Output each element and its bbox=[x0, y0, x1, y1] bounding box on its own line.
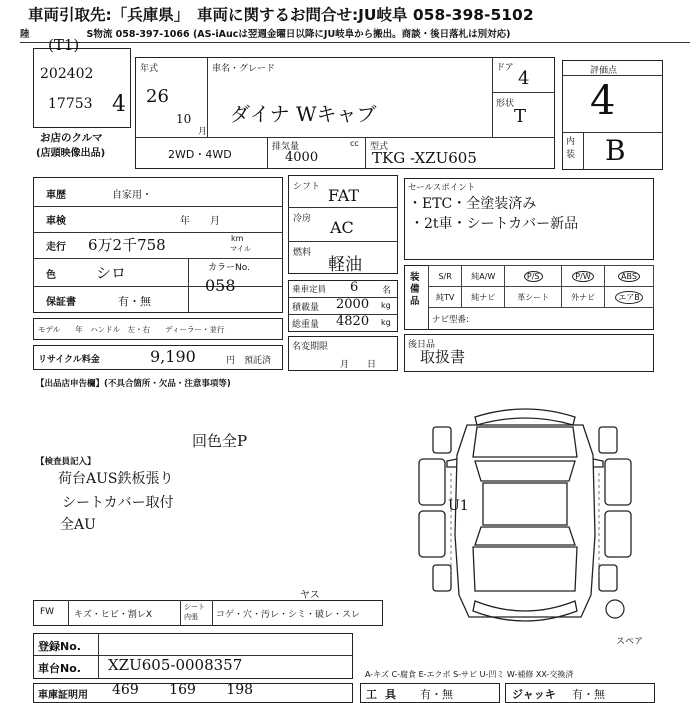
equip-leather: 革シート bbox=[505, 287, 562, 308]
capacity-value: 6 bbox=[350, 280, 359, 295]
inspector-line3: 全AU bbox=[60, 517, 96, 533]
chassis-value: XZU605-0008357 bbox=[108, 656, 243, 674]
shop-note-2: (店頭映像出品) bbox=[36, 148, 106, 159]
gross-label: 総重量 bbox=[292, 320, 320, 330]
equip-tv: 純TV bbox=[429, 287, 462, 308]
history-label-0: 車歴 bbox=[46, 190, 66, 201]
history-value-4: 有・無 bbox=[118, 295, 151, 308]
history-value-2: 6万2千758 bbox=[88, 236, 166, 254]
history-label-2: 走行 bbox=[46, 242, 66, 253]
recycle-value: 9,190 bbox=[150, 347, 196, 366]
damage-seat-label: シート 内張 bbox=[184, 603, 205, 621]
door-value: 4 bbox=[518, 68, 530, 89]
displacement-value: 4000 bbox=[285, 150, 319, 165]
header-divider bbox=[20, 42, 690, 43]
model-row: モデル 年 ハンドル 左・右 ディーラー・並行 bbox=[38, 325, 225, 334]
month-unit: 月 bbox=[198, 127, 208, 137]
equip-aw: 純A/W bbox=[462, 266, 505, 287]
model-label: 型式 bbox=[370, 142, 389, 152]
shape-value: T bbox=[514, 106, 527, 127]
cert-label: 車庫証明用 bbox=[38, 690, 88, 701]
model-value: TKG -XZU605 bbox=[372, 149, 477, 167]
year-value: 26 bbox=[146, 86, 169, 107]
tools-value: 有・無 bbox=[420, 688, 453, 701]
equip-abs: ABS bbox=[605, 266, 654, 287]
capacity-unit: 名 bbox=[382, 286, 392, 296]
door-label: ドア bbox=[496, 63, 514, 73]
color-no-value: 058 bbox=[205, 276, 236, 295]
ac-value: AC bbox=[330, 218, 354, 237]
equip-sr: S/R bbox=[429, 266, 462, 287]
equip-extnavi: 外ナビ bbox=[562, 287, 605, 308]
shop-note-1: お店のクルマ bbox=[40, 132, 103, 144]
docs-value: 取扱書 bbox=[420, 348, 466, 366]
expiry-unit: 月 日 bbox=[340, 360, 377, 370]
equip-ps: P/S bbox=[505, 266, 562, 287]
damage-items2: コゲ・穴・汚レ・シミ・破レ・スレ bbox=[216, 610, 361, 620]
equip-navi: 純ナビ bbox=[462, 287, 505, 308]
load-value: 2000 bbox=[336, 297, 370, 312]
interior-value: B bbox=[605, 134, 626, 167]
remark-label: 【出品店申告欄】(不具合箇所・欠品・注意事項等) bbox=[36, 379, 231, 389]
sales-label: セールスポイント bbox=[408, 183, 476, 193]
drive-options: 2WD・4WD bbox=[168, 148, 232, 161]
interior-label: 内装 bbox=[566, 137, 576, 160]
spare-label: スペア bbox=[616, 637, 644, 647]
remark-handwritten: 回色全P bbox=[192, 432, 248, 450]
jack-label: ジャッキ bbox=[512, 688, 556, 701]
codes-legend: A-キズ C-腐食 E-エクボ S-サビ U-凹ミ W-補修 XX-交換済 bbox=[365, 670, 574, 679]
sales-line2: ・2t車・シートカバー新品 bbox=[410, 216, 579, 232]
equip-airbag: エアB bbox=[605, 287, 654, 308]
damage-note: ヤス bbox=[300, 590, 320, 601]
mile-unit: マイル bbox=[230, 245, 251, 253]
expiry-label: 名変期限 bbox=[292, 342, 329, 352]
inspector-line2: シートカバー取付 bbox=[62, 495, 174, 511]
recycle-label: リサイクル料金 bbox=[38, 355, 100, 365]
id-code2: 17753 bbox=[48, 96, 93, 112]
shift-label: シフト bbox=[293, 182, 321, 192]
equipment-grid bbox=[428, 265, 654, 308]
grade-label: 評価点 bbox=[590, 66, 618, 76]
id-code1: 202402 bbox=[40, 66, 94, 82]
grade-value: 4 bbox=[590, 78, 616, 124]
capacity-label: 乗車定員 bbox=[292, 285, 327, 295]
cert-value: 469 169 198 bbox=[112, 682, 254, 698]
inspector-line1: 荷台AUS鉄板張り bbox=[58, 471, 174, 487]
shift-value: FAT bbox=[328, 186, 360, 205]
displacement-unit: cc bbox=[350, 139, 359, 148]
equipment-label: 装備品 bbox=[410, 272, 420, 307]
inspector-label: 【検査員記入】 bbox=[36, 457, 96, 467]
jack-value: 有・無 bbox=[572, 688, 605, 701]
chassis-label: 車台No. bbox=[38, 662, 81, 675]
fuel-value: 軽油 bbox=[328, 255, 362, 275]
recycle-status: 預託済 bbox=[244, 356, 272, 366]
gross-unit: kg bbox=[381, 318, 391, 327]
history-value-3: シロ bbox=[96, 264, 127, 282]
km-unit: km bbox=[231, 234, 244, 243]
header-line2: 陸 S物流 058-397-1066 (AS-iAucは翌週金曜日以降にJU岐阜から搬出。商談・後日落札は別対応) bbox=[20, 29, 511, 40]
damage-fw: FW bbox=[40, 607, 55, 617]
gross-value: 4820 bbox=[336, 314, 370, 329]
ac-label: 冷房 bbox=[293, 214, 312, 224]
car-diagram bbox=[405, 395, 645, 635]
reg-label: 登録No. bbox=[38, 640, 81, 653]
load-label: 積載量 bbox=[292, 303, 320, 313]
shape-label: 形状 bbox=[496, 99, 515, 109]
displacement-label: 排気量 bbox=[272, 142, 300, 152]
sales-line1: ・ETC・全塗装済み bbox=[408, 196, 537, 212]
history-label-3: 色 bbox=[46, 270, 56, 281]
history-label-4: 保証書 bbox=[46, 297, 76, 308]
history-value-0: 自家用・ bbox=[112, 190, 152, 201]
id-tag: (T1) bbox=[48, 36, 80, 54]
docs-label: 後日品 bbox=[408, 340, 436, 350]
name-label: 車名・グレード bbox=[212, 64, 276, 74]
load-unit: kg bbox=[381, 301, 391, 310]
damage-items1: キズ・ヒビ・割レX bbox=[74, 610, 152, 620]
year-label: 年式 bbox=[140, 64, 159, 74]
equip-pw: P/W bbox=[562, 266, 605, 287]
header-line1: 車両引取先:「兵庫県」 車両に関するお問合せ:JU岐阜 058-398-5102 bbox=[28, 6, 534, 24]
lane-number: 4 bbox=[112, 92, 126, 117]
history-label-1: 車検 bbox=[46, 216, 66, 227]
name-value: ダイナ Wキャブ bbox=[230, 102, 377, 126]
month-value: 10 bbox=[176, 112, 192, 126]
recycle-unit: 円 bbox=[226, 356, 236, 366]
fuel-label: 燃料 bbox=[293, 248, 312, 258]
history-value-1: 年 月 bbox=[180, 216, 220, 227]
tools-label: 工具 bbox=[366, 688, 404, 701]
navi-label: ナビ型番: bbox=[432, 315, 469, 325]
color-no-label: カラーNo. bbox=[208, 263, 250, 273]
diagram-mark: U1 bbox=[448, 498, 469, 514]
